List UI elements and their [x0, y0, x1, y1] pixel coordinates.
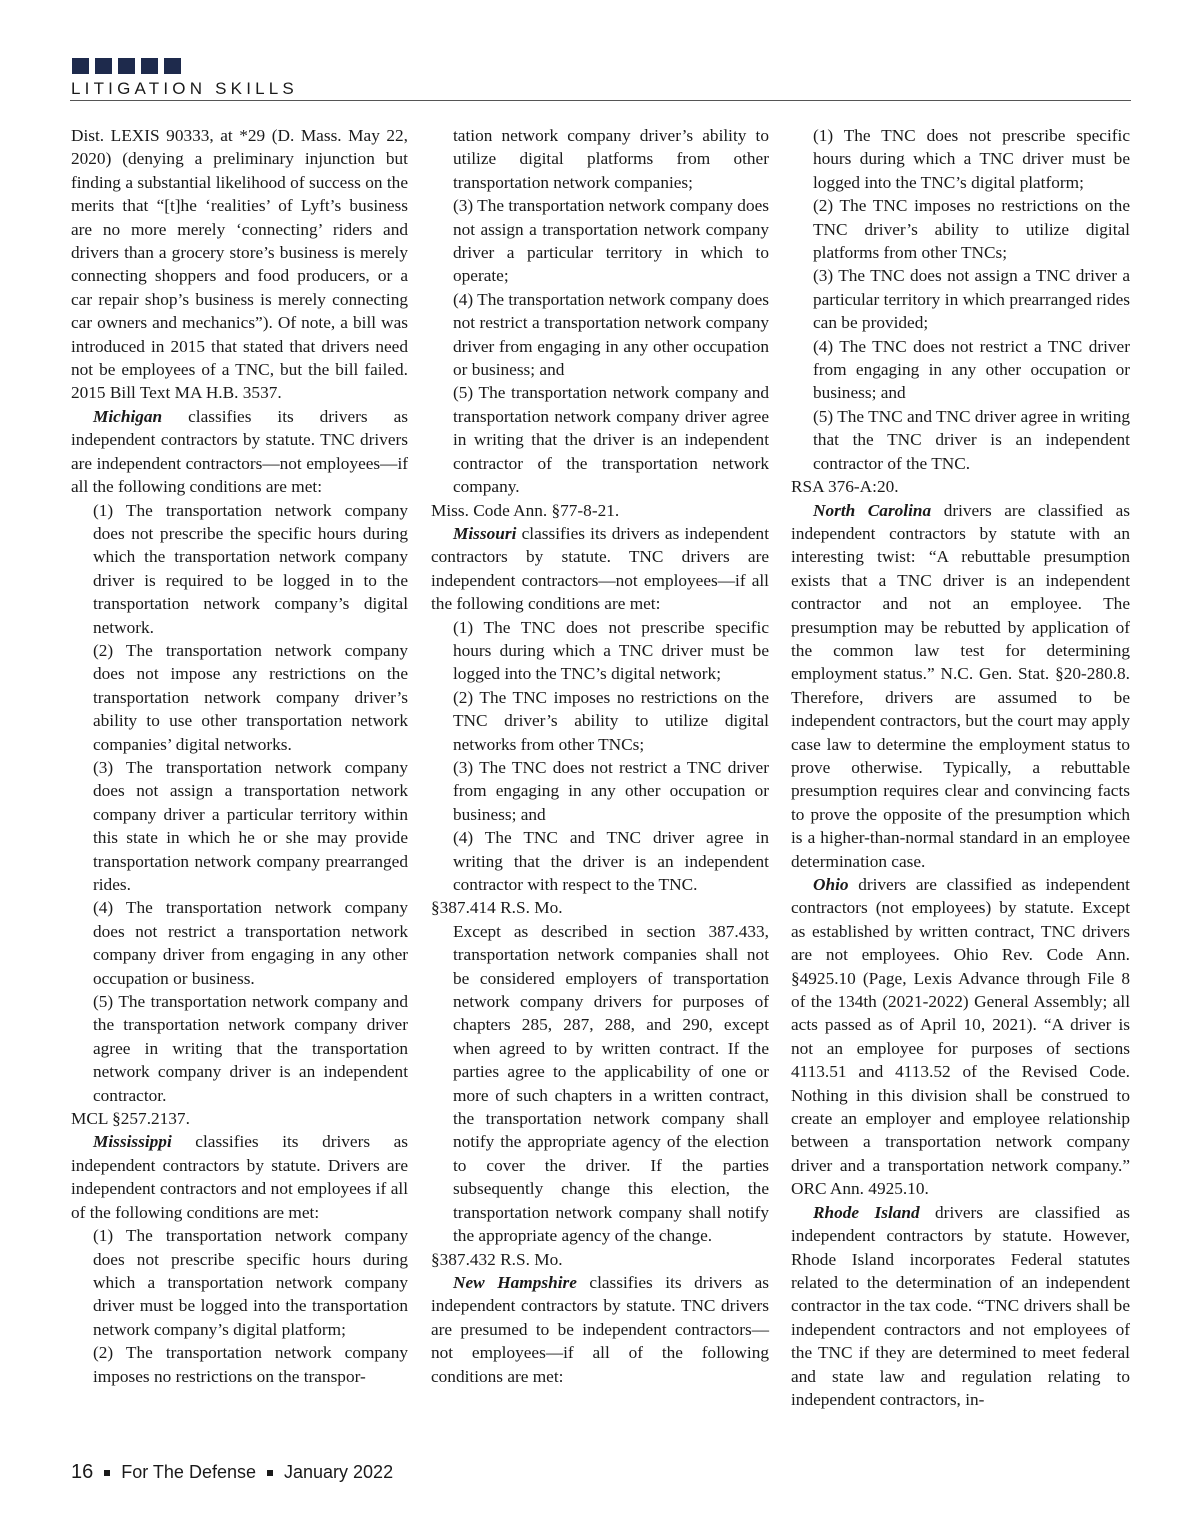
paragraph — [791, 873, 1130, 1201]
header-square — [118, 58, 135, 74]
bullet-icon — [267, 1470, 273, 1476]
statute-item: (3) The TNC does not restrict a TNC driver from engaging in any other occupation or business; and — [453, 757, 769, 824]
column-1 — [71, 124, 408, 1388]
statute-item: (5) The TNC and TNC driver agree in writing that the TNC driver is an independent contractor of the TNC. — [813, 406, 1130, 473]
paragraph-text: drivers are classified as independent contractors by statute. However, Rhode Island incorporates Federal statutes related to the determination of an independent contractor in the tax code. “TNC drivers shall be independent contractors and not employees of the TNC if they are determined to meet federal and state law and regulation relating to independent contractors, in- — [791, 1202, 1130, 1409]
citation: §387.414 R.S. Mo. — [431, 898, 563, 918]
header-rule — [70, 100, 1131, 101]
paragraph — [791, 499, 1130, 874]
statute-item: (4) The transportation network company does not restrict a transportation network company driver from engaging in any other occupation or business. — [93, 898, 408, 988]
paragraph — [431, 1271, 769, 1388]
statute-item: (3) The TNC does not assign a TNC driver a particular territory in which prearranged rides can be provided; — [813, 266, 1130, 333]
statute-item: (1) The TNC does not prescribe specific hours during which a TNC driver must be logged into the TNC’s digital platform; — [813, 126, 1130, 192]
citation: §387.432 R.S. Mo. — [431, 1249, 563, 1269]
publication-name: For The Defense — [121, 1462, 256, 1482]
statute-item: (5) The transportation network company and transportation network company driver agree in writing that the driver is an independent contractor of the transportation network company. — [453, 383, 769, 497]
state-name: Mississippi — [93, 1132, 172, 1152]
statute-item: (1) The transportation network company does not prescribe the specific hours during which the transportation network company driver is required to be logged in to the transportation network company’s digital network. — [93, 500, 408, 637]
citation: RSA 376-A:20. — [791, 477, 899, 497]
paragraph-text: classifies its drivers as independent contractors by statute. TNC drivers are independent contractors—not employees—if all the following conditions are met: — [71, 406, 408, 497]
citation: Miss. Code Ann. §77-8-21. — [431, 500, 620, 520]
statute-item: (4) The TNC and TNC driver agree in writing that the driver is an independent contractor with respect to the TNC. — [453, 828, 769, 894]
paragraph-text: classifies its drivers as independent contractors by statute. TNC drivers are presumed to be independent contractors—not employees—if all of the following conditions are met: — [431, 1272, 769, 1386]
paragraph — [71, 1130, 408, 1224]
section-label: LITIGATION SKILLS — [71, 79, 298, 98]
statute-item: (1) The TNC does not prescribe specific hours during which a TNC driver must be logged into the TNC’s digital network; — [453, 617, 769, 684]
paragraph-text: drivers are classified as independent contractors by statute with an interesting twist: “A rebuttable presumption exists that a TNC driver is an independent contractor and not an employee. The presumption may be rebutted by application of the common law test for determining employment status.” N.C. Gen. Stat. §20-280.8. Therefore, drivers are assumed to be independent contractors, but the court may apply case law to determine the employment status to prove otherwise. Typically, a rebuttable presumption requires clear and convincing facts to prove the opposite of the presumption which is a higher-than-normal standard in an employee determination case. — [791, 500, 1130, 871]
statute-item: (2) The transportation network company does not impose any restrictions on the transportation network company driver’s ability to use other transportation network companies’ digital networks. — [93, 640, 408, 754]
state-name: Ohio — [813, 875, 849, 894]
state-name: Michigan — [93, 406, 163, 426]
statute-item: (2) The TNC imposes no restrictions on the TNC driver’s ability to utilize digital networks from other TNCs; — [453, 687, 769, 754]
statute-item: (1) The transportation network company does not prescribe specific hours during which a transportation network company driver must be logged into the transportation network company’s digital platform; — [93, 1226, 408, 1339]
statute-item: (3) The transportation network company does not assign a transportation network company driver a particular territory in which to operate; — [453, 196, 769, 286]
statute-item: (5) The transportation network company and the transportation network company driver agree in writing that the transportation network company driver is an independent contractor. — [93, 992, 408, 1105]
header-square — [95, 58, 112, 74]
statute-item: tation network company driver’s ability to utilize digital platforms from other transportation network companies; — [453, 126, 769, 192]
paragraph-text: classifies its drivers as independent contractors by statute. TNC drivers are independent contractors—not employees—if all the following conditions are met: — [431, 523, 769, 614]
statute-item: (4) The TNC does not restrict a TNC driver from engaging in any other occupation or business; and — [813, 336, 1130, 403]
issue-date: January 2022 — [284, 1462, 394, 1482]
bullet-icon — [104, 1470, 110, 1476]
paragraph-text: classifies its drivers as independent contractors by statute. Drivers are independent contractors and not employees if all of the following conditions are met: — [71, 1132, 408, 1222]
page-footer — [71, 1461, 393, 1484]
paragraph — [791, 1201, 1130, 1412]
statute-item: (4) The transportation network company does not restrict a transportation network company driver from engaging in any other occupation or business; and — [453, 289, 769, 380]
state-name: North Carolina — [813, 500, 932, 520]
header-squares — [72, 58, 181, 74]
state-name: Rhode Island — [813, 1202, 920, 1222]
state-name: New Hampshire — [453, 1272, 577, 1292]
page-number: 16 — [71, 1461, 94, 1483]
statute-item: (3) The transportation network company does not assign a transportation network company driver a particular territory within this state in which he or she may provide transportation network company prearranged rides. — [93, 757, 408, 894]
statute-item: (2) The TNC imposes no restrictions on the TNC driver’s ability to utilize digital platforms from other TNCs; — [813, 196, 1130, 263]
header-square — [164, 58, 181, 74]
paragraph-text: drivers are classified as independent contractors (not employees) by statute. Except as established by written contract, TNC drivers are not employees. Ohio Rev. Code Ann. §4925.10 (Page, Lexis Advance through File 8 of the 134th (2021-2022) General Assembly; all acts passed as of April 10, 2021). “A driver is not an employee for purposes of sections 4113.51 and 4113.52 of the Revised Code. Nothing in this division shall be construed to create an employer and employee relationship between a transportation network company driver and a transportation network company.” ORC Ann. 4925.10. — [791, 875, 1130, 1199]
header-square — [141, 58, 158, 74]
statute-quote: Except as described in section 387.433, transportation network companies shall not be considered employers of transportation network company drivers for purposes of chapters 285, 287, 288, and 290, except when agreed to by written contract. If the parties agree to the applicability of one or more of such chapters in a written contract, the transportation network company shall notify the appropriate agency of the election to cover the driver. If the parties subsequently change this election, the transportation network company shall notify the appropriate agency of the change. — [453, 921, 769, 1246]
paragraph — [431, 522, 769, 616]
citation: MCL §257.2137. — [71, 1109, 190, 1129]
column-2 — [431, 124, 769, 1388]
statute-item: (2) The transportation network company imposes no restrictions on the transpor- — [93, 1343, 408, 1386]
state-name: Missouri — [453, 523, 517, 543]
header-square — [72, 58, 89, 74]
paragraph — [71, 405, 408, 499]
paragraph: Dist. LEXIS 90333, at *29 (D. Mass. May 22, 2020) (denying a preliminary injunction but finding a substantial likelihood of success on the merits that “[t]he ‘realities’ of Lyft’s business are no more merely ‘connecting’ riders and drivers than a grocery store’s business is merely connecting shoppers and food producers, or a car repair shop’s business is merely connecting car owners and mechanics”). Of note, a bill was introduced in 2015 that stated that drivers need not be employees of a TNC, but the bill failed. 2015 Bill Text MA H.B. 3537. — [71, 126, 408, 403]
column-3 — [791, 124, 1130, 1411]
